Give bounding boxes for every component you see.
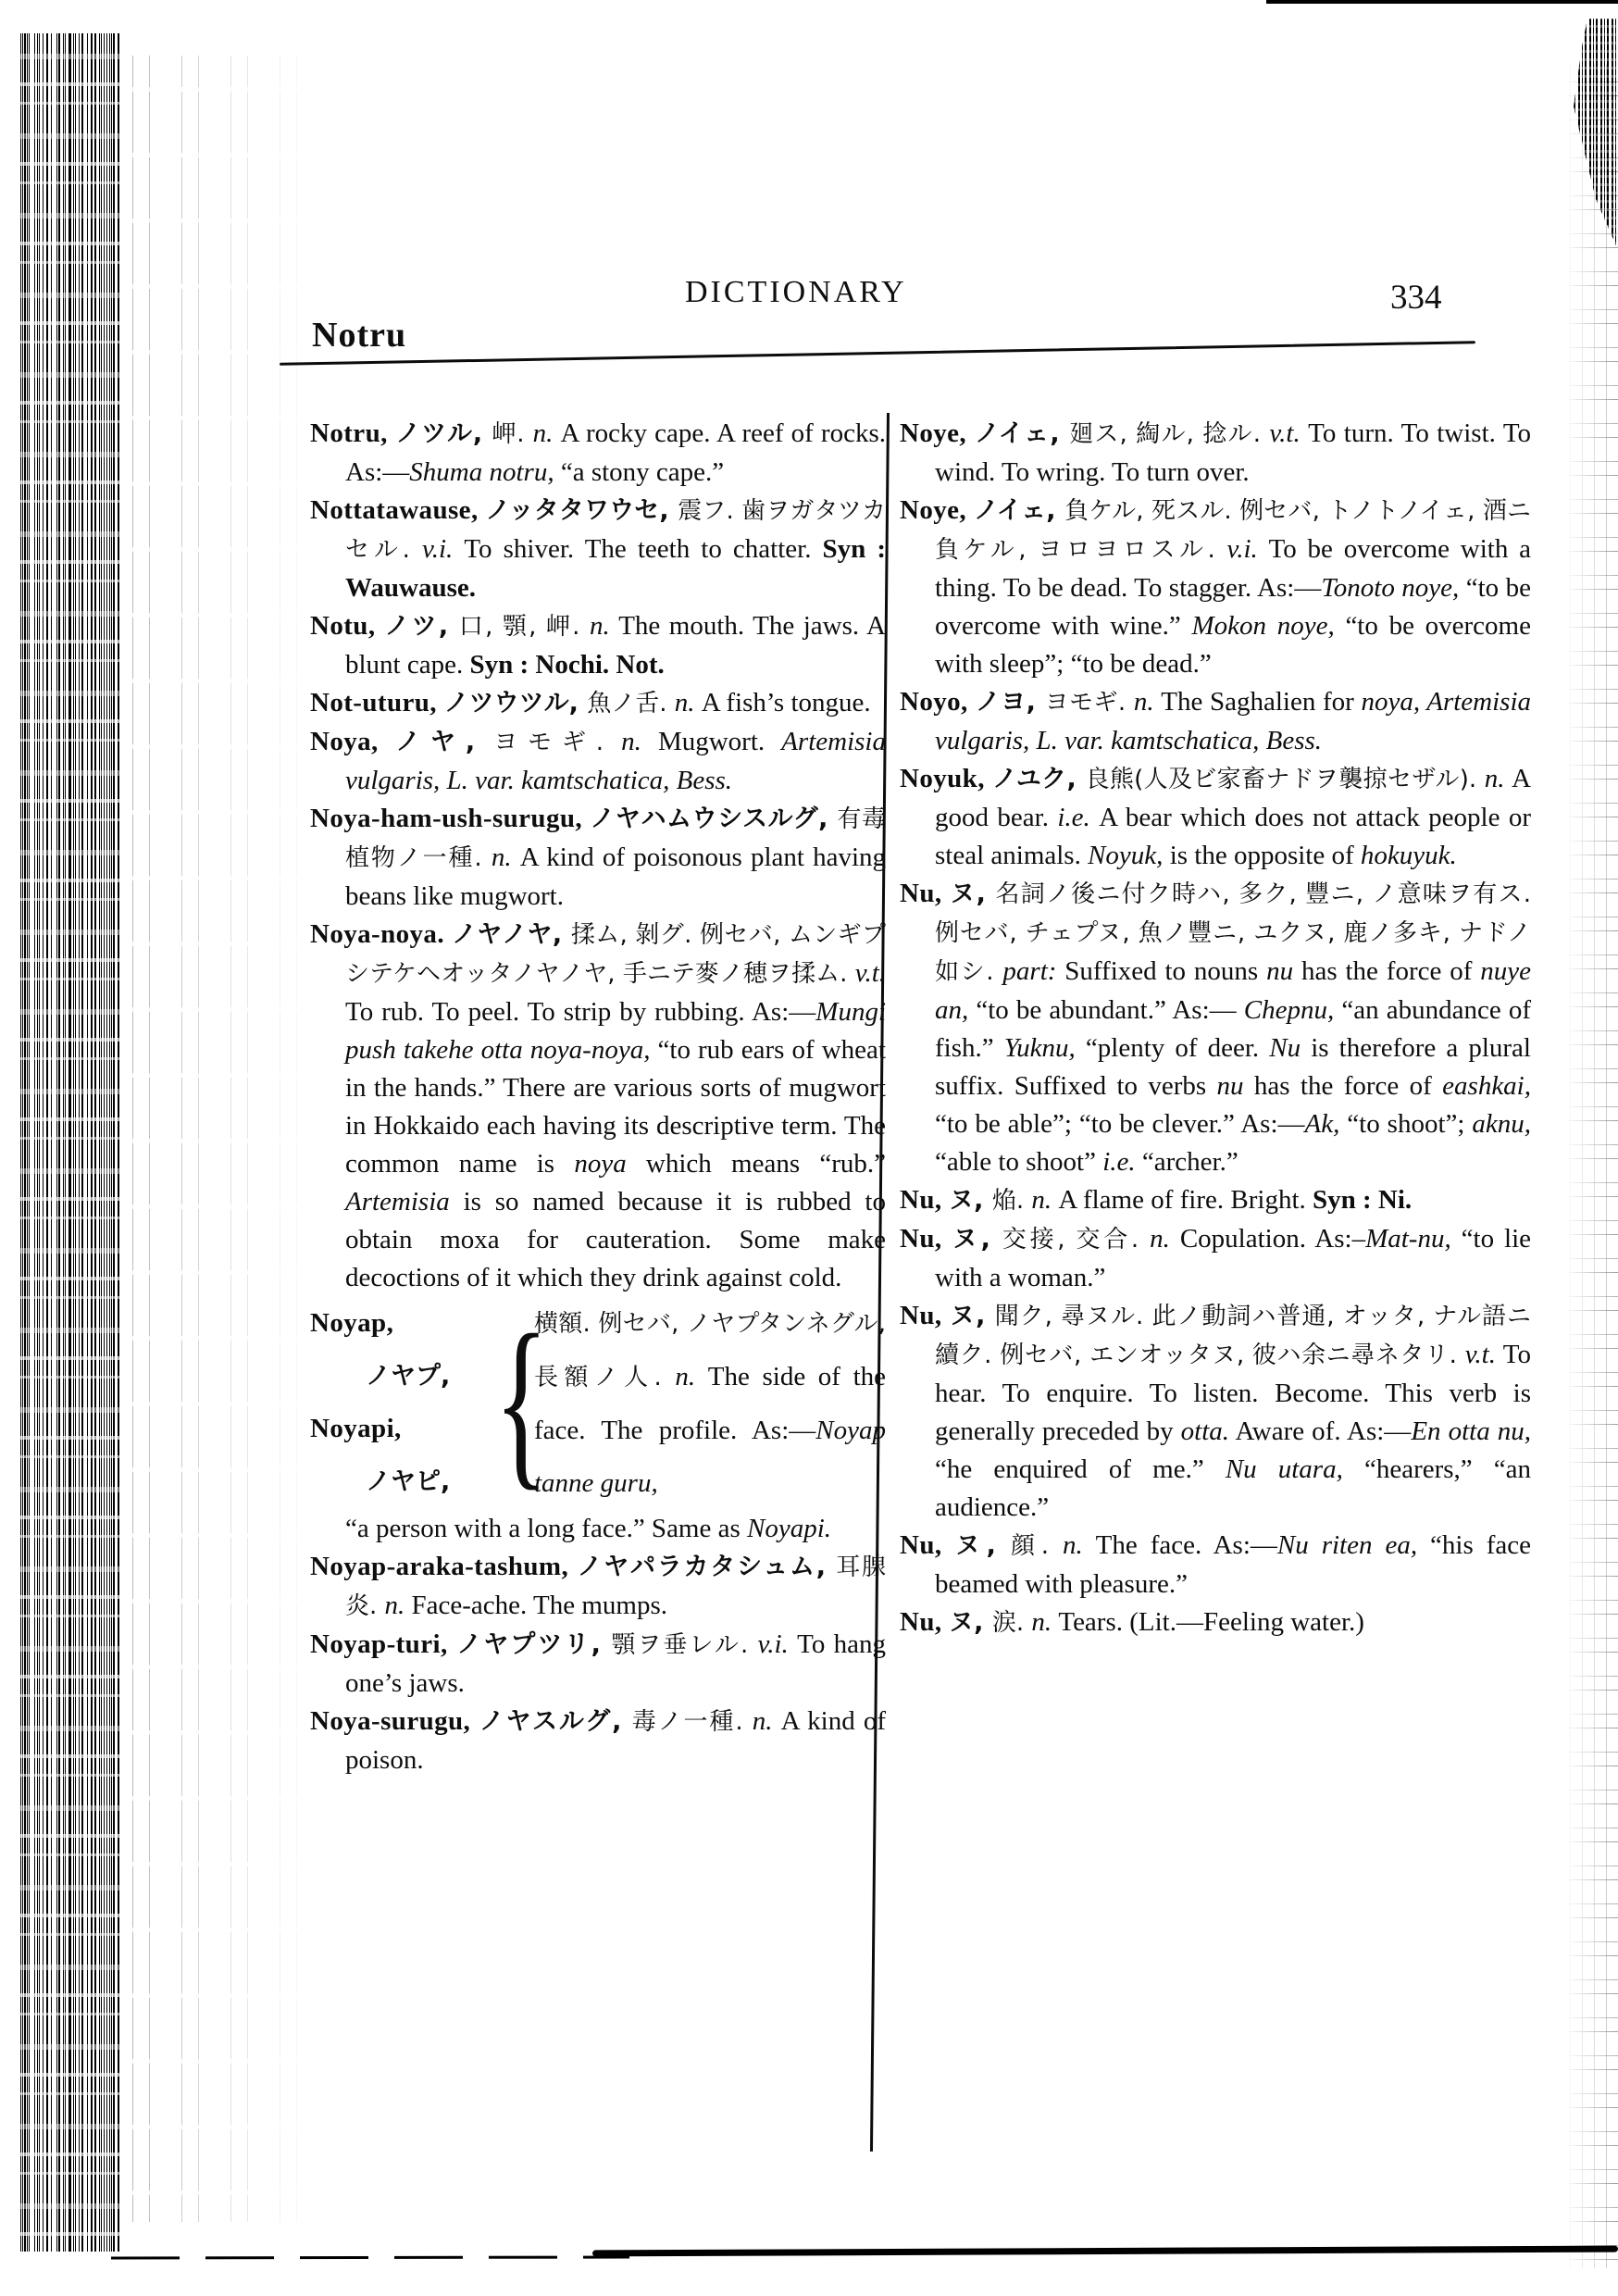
headword: Notru, [310, 418, 396, 448]
headword: Nottatawause, [310, 495, 486, 525]
header-rule [280, 341, 1475, 366]
italic-text: n. [1062, 1530, 1096, 1560]
definition-text: To turn. To twist. To wind. To wring. To turn over. [935, 418, 1532, 487]
definition-text: is therefore a plural suffix. Suffixed to verbs [935, 1033, 1531, 1101]
japanese-gloss: 震フ. 歯ヲガタツカセル. [345, 497, 886, 564]
definition-text: The side of the face. The profile. As:— [534, 1362, 887, 1445]
kana-reading: ノヤパラカタシュム, [577, 1553, 837, 1581]
japanese-gloss: 魚ノ舌. [587, 690, 675, 718]
definition-text: “to be able”; “to be clever.” As:— [935, 1109, 1305, 1139]
japanese-gloss: 岬. [492, 420, 533, 448]
japanese-gloss: 顎ヲ垂レル. [611, 1631, 758, 1659]
japanese-gloss: 横額. 例セバ, ノヤプタンネグル, 長額ノ人. [534, 1310, 886, 1391]
dictionary-entry [900, 1220, 1531, 1297]
kana-reading: ヌ, [954, 1531, 1011, 1560]
italic-text: noya, Artemisia vulgaris, L. var. kamtschatica, Bess. [935, 687, 1532, 755]
definition-text: A flame of fire. Bright. [1058, 1185, 1313, 1215]
definition-text: “an abundance of fish.” [935, 995, 1531, 1063]
headword: Noya, [310, 727, 396, 756]
definition-text: “to be overcome with wine.” [935, 573, 1531, 641]
definition-text: Suffixed to nouns [1064, 956, 1267, 986]
headword: Not-uturu, [310, 688, 444, 718]
headword: Nu, [900, 1301, 951, 1330]
definition-text: A bear which does not attack people or steal animals. [935, 803, 1531, 870]
dictionary-entry [900, 1603, 1531, 1642]
bottom-rule-left [111, 2256, 629, 2260]
dictionary-entry [310, 1548, 886, 1626]
synonym-note: Syn : Nochi. Not. [469, 650, 665, 680]
dictionary-entry [310, 1703, 886, 1779]
italic-text: n. [621, 727, 658, 756]
italic-text: n. [674, 688, 702, 718]
definition-text: Mugwort. [657, 727, 782, 756]
brace-labels [310, 1297, 484, 1510]
column-right [900, 415, 1531, 1642]
definition-text: “to be overcome with sleep”; “to be dead.” [935, 611, 1531, 679]
italic-text: Shuma notru, [409, 457, 554, 487]
definition-text: To rub. To peel. To strip by rubbing. As:— [345, 997, 816, 1027]
italic-text: nu [1216, 1071, 1244, 1101]
italic-text: Ak, [1304, 1109, 1340, 1139]
brace-definition-tail [310, 1510, 886, 1548]
headword: Noye, [900, 418, 975, 448]
italic-text: En otta nu, [1411, 1416, 1531, 1446]
definition-text: which means “rub.” [626, 1149, 886, 1179]
italic-text: Chepnu, [1243, 995, 1335, 1025]
definition-text: To be overcome with a thing. To be dead. To stagger. As:— [935, 534, 1532, 603]
dictionary-entry [900, 1527, 1531, 1603]
headword: Noyap-araka-tashum, [310, 1552, 578, 1581]
definition-text: A kind of poison. [345, 1706, 887, 1775]
grouping-brace: { [493, 1296, 549, 1506]
kana-reading: ヌ, [950, 880, 996, 908]
italic-text: v.t. [1464, 1340, 1503, 1369]
headword: Noyap-turi, [310, 1629, 457, 1659]
column-left [310, 415, 886, 1779]
headword: Noye, [900, 495, 974, 525]
headword: Noyo, [900, 687, 976, 717]
italic-text: n. [384, 1591, 412, 1620]
italic-text: n. [491, 842, 520, 872]
italic-text: n. [1133, 687, 1162, 717]
headword: Nu, [900, 1224, 952, 1254]
italic-text: v.i. [422, 534, 465, 564]
brace-label [310, 1403, 484, 1455]
kana-reading: ノヤピ, [366, 1467, 451, 1496]
dictionary-entry [310, 1626, 886, 1703]
page-title: DICTIONARY [685, 275, 907, 309]
japanese-gloss: 顔. [1010, 1532, 1063, 1560]
kana-reading: ヌ, [950, 1302, 995, 1330]
italic-text: v.i. [1226, 534, 1269, 564]
japanese-gloss: 揉ム, 剝グ. 例セバ, ムンギプシテケヘオッタノヤノヤ, 手ニテ麥ノ穂ヲ揉ム. [345, 921, 886, 988]
definition-text: “a person with a long face.” Same as [345, 1514, 748, 1543]
italic-text: n. [1031, 1607, 1059, 1637]
italic-text: nuye an, [935, 956, 1531, 1025]
dictionary-entry [310, 916, 886, 1297]
italic-text: n. [1484, 764, 1512, 793]
dictionary-entry [310, 415, 886, 492]
dictionary-entry [900, 492, 1531, 683]
dictionary-entry [900, 1297, 1531, 1527]
definition-text: Face-ache. The mumps. [411, 1591, 668, 1620]
definition-text: “his face beamed with pleasure.” [935, 1530, 1531, 1599]
italic-text: Artemisia vulgaris, L. var. kamtschatica, Bess. [345, 727, 886, 795]
italic-text: Artemisia [345, 1187, 450, 1217]
japanese-gloss: 聞ク, 尋ヌル. 此ノ動詞ハ普通, オッタ, ナル語ニ續ク. 例セバ, エンオッタヌ, 彼ハ余ニ尋ネタリ. [935, 1303, 1531, 1369]
definition-text: is so named because it is rubbed to obtain moxa for cauteration. Some make decoctions of it which they drink against cold. [345, 1187, 886, 1292]
top-edge-line [1266, 0, 1618, 4]
definition-text: has the force of [1243, 1071, 1443, 1101]
brace-shared-definition [534, 1297, 886, 1510]
definition-text: Tears. (Lit.—Feeling water.) [1058, 1607, 1364, 1637]
binding-scan-noise [20, 33, 122, 2252]
japanese-gloss: 名詞ノ後ニ付ク時ハ, 多ク, 豐ニ, ノ意味ヲ有ス. 例セバ, チェプヌ, 魚ノ豐ニ, ユクヌ, 鹿ノ多キ, ナドノ如シ. [935, 880, 1531, 986]
binding-scan-fringe [122, 56, 317, 2222]
italic-text: Nu utara, [1225, 1454, 1343, 1484]
right-edge-scan-noise [1564, 65, 1618, 2268]
definition-text: “he enquired of me.” [935, 1454, 1226, 1484]
dictionary-entry [900, 415, 1531, 492]
japanese-gloss: 涙. [991, 1609, 1032, 1637]
italic-text: i.e. [1057, 803, 1100, 832]
definition-text: To hang one’s jaws. [345, 1629, 886, 1698]
definition-text: The mouth. The jaws. A blunt cape. [345, 611, 887, 680]
definition-text: The face. As:— [1095, 1530, 1277, 1560]
definition-text: Aware of. As:— [1229, 1416, 1412, 1446]
dictionary-entry [310, 723, 886, 800]
headword: Nu, [900, 1185, 950, 1215]
dictionary-entry [310, 800, 886, 916]
italic-text: aknu, [1472, 1109, 1532, 1139]
kana-reading: ヌ, [949, 1608, 992, 1637]
definition-text: “to lie with a woman.” [935, 1224, 1532, 1292]
page-number: 334 [1390, 279, 1442, 317]
brace-label [310, 1455, 484, 1508]
dictionary-entry [900, 683, 1531, 760]
italic-text: part: [1002, 956, 1065, 986]
definition-text: To shiver. The teeth to chatter. [464, 534, 823, 564]
japanese-gloss: 口, 顎, 岬. [458, 613, 590, 641]
kana-reading: ノヤノヤ, [451, 920, 571, 949]
definition-text: has the force of [1293, 956, 1481, 986]
guide-word: Notru [312, 316, 407, 355]
dictionary-entry [900, 875, 1531, 1181]
japanese-gloss: 有毒植物ノ一種. [345, 805, 887, 872]
italic-text: Mokon noye, [1191, 611, 1335, 641]
headword: Nu, [900, 1607, 950, 1637]
definition-text: The Saghalien for [1161, 687, 1362, 717]
definition-text: “hearers,” “an audience.” [935, 1454, 1532, 1522]
definition-text: “to be abundant.” As:— [968, 995, 1244, 1025]
headword: Nu, [900, 879, 951, 908]
kana-reading: ノヨ, [975, 688, 1045, 717]
headword: Nu, [900, 1530, 955, 1560]
italic-text: n. [532, 418, 561, 448]
italic-text: Yuknu, [1003, 1033, 1076, 1063]
definition-text: To hear. To enquire. To listen. Become. This verb is generally preceded by [935, 1340, 1531, 1446]
japanese-gloss: 毒ノ一種. [631, 1708, 753, 1736]
headword: Noya-ham-ush-surugu, [310, 804, 591, 833]
synonym-note: Syn : Ni. [1313, 1185, 1413, 1215]
dictionary-entry [310, 492, 886, 607]
synonym-note: Syn : Wauwause. [345, 534, 887, 603]
italic-text: nu [1266, 956, 1294, 986]
headword: Noyuk, [900, 764, 992, 793]
kana-reading: ノヤスルグ, [479, 1707, 632, 1736]
italic-text: eashkai, [1442, 1071, 1531, 1101]
japanese-gloss: ヨモギ. [1044, 689, 1134, 717]
italic-text: n. [1031, 1185, 1059, 1215]
japanese-gloss: 廻ス, 綯ル, 捻ル. [1069, 420, 1270, 448]
italic-text: Noyap tanne guru, [534, 1416, 886, 1498]
headword: Noyapi, [310, 1414, 402, 1443]
italic-text: n. [752, 1706, 781, 1736]
headword: Noyap, [310, 1308, 394, 1338]
headword: Noya-noya. [310, 919, 452, 949]
kana-reading: ノヤ, [395, 728, 494, 756]
kana-reading: ノツ, [384, 612, 459, 641]
dictionary-entry [310, 684, 886, 723]
definition-text: A good bear. [935, 764, 1532, 832]
japanese-gloss: 負ケル, 死スル. 例セバ, トノトノイェ, 酒ニ負ケル, ヨロヨロスル. [935, 497, 1531, 564]
brace-label [310, 1297, 484, 1350]
kana-reading: ノヤプツリ, [456, 1630, 612, 1659]
kana-reading: ノイェ, [973, 496, 1065, 525]
brace-row [310, 1297, 886, 1510]
japanese-gloss: 耳腺炎. [345, 1554, 886, 1620]
italic-text: Tonoto noye, [1321, 573, 1460, 603]
definition-text: Copulation. As:– [1179, 1224, 1366, 1254]
italic-text: noya [574, 1149, 627, 1179]
italic-text: n. [1150, 1224, 1180, 1254]
dictionary-entry [900, 1181, 1531, 1220]
italic-text: hokuyuk. [1360, 841, 1457, 870]
kana-reading: ノイェ, [974, 419, 1070, 448]
italic-text: v.i. [757, 1629, 798, 1659]
italic-text: v.t. [854, 958, 886, 988]
italic-text: Mungi push takehe otta noya-noya, [345, 997, 886, 1065]
dictionary-entry-group [310, 1297, 886, 1548]
italic-text: Noyapi. [747, 1514, 832, 1543]
kana-reading: ノユク, [991, 765, 1086, 793]
kana-reading: ヌ, [949, 1186, 992, 1215]
kana-reading: ノツウツル, [443, 689, 588, 718]
kana-reading: ノヤハムウシスルグ, [590, 805, 838, 833]
italic-text: Nu [1269, 1033, 1301, 1063]
definition-text: “to rub ears of wheat in the hands.” There are various sorts of mugwort in Hokkaido each having its descriptive term. The common name is [345, 1035, 886, 1179]
italic-text: n. [675, 1362, 708, 1391]
definition-text: is the opposite of [1163, 841, 1361, 870]
definition-text: “plenty of deer. [1075, 1033, 1270, 1063]
headword: Noya-surugu, [310, 1706, 479, 1736]
kana-reading: ノツル, [395, 419, 492, 448]
japanese-gloss: 良熊(人及ビ家畜ナドヲ襲掠セザル). [1085, 766, 1485, 793]
dictionary-entry [900, 760, 1531, 875]
definition-text: “archer.” [1135, 1147, 1238, 1177]
japanese-gloss: ヨモギ. [493, 729, 622, 756]
kana-reading: ノヤプ, [366, 1362, 451, 1391]
bottom-rule-right [592, 2246, 1618, 2257]
italic-text: otta. [1180, 1416, 1230, 1446]
definition-text: “to shoot”; [1339, 1109, 1473, 1139]
kana-reading: ヌ, [952, 1225, 1002, 1254]
italic-text: Nu riten ea, [1276, 1530, 1418, 1560]
definition-text: “a stony cape.” [554, 457, 725, 487]
kana-reading: ノッタタワウセ, [485, 496, 678, 525]
headword: Notu, [310, 611, 385, 641]
italic-text: Mat-nu, [1365, 1224, 1451, 1254]
italic-text: v.t. [1269, 418, 1309, 448]
italic-text: n. [589, 611, 619, 641]
japanese-gloss: 焔. [991, 1187, 1032, 1215]
definition-text: A rocky cape. A reef of rocks. As:— [345, 418, 887, 487]
definition-text: A fish’s tongue. [701, 688, 871, 718]
definition-text: A kind of poisonous plant having beans like mugwort. [345, 842, 887, 911]
italic-text: Noyuk, [1088, 841, 1164, 870]
brace-label [310, 1350, 484, 1403]
definition-text: “able to shoot” [935, 1147, 1103, 1177]
dictionary-entry [310, 607, 886, 684]
italic-text: i.e. [1102, 1147, 1136, 1177]
japanese-gloss: 交接, 交合. [1002, 1226, 1151, 1254]
